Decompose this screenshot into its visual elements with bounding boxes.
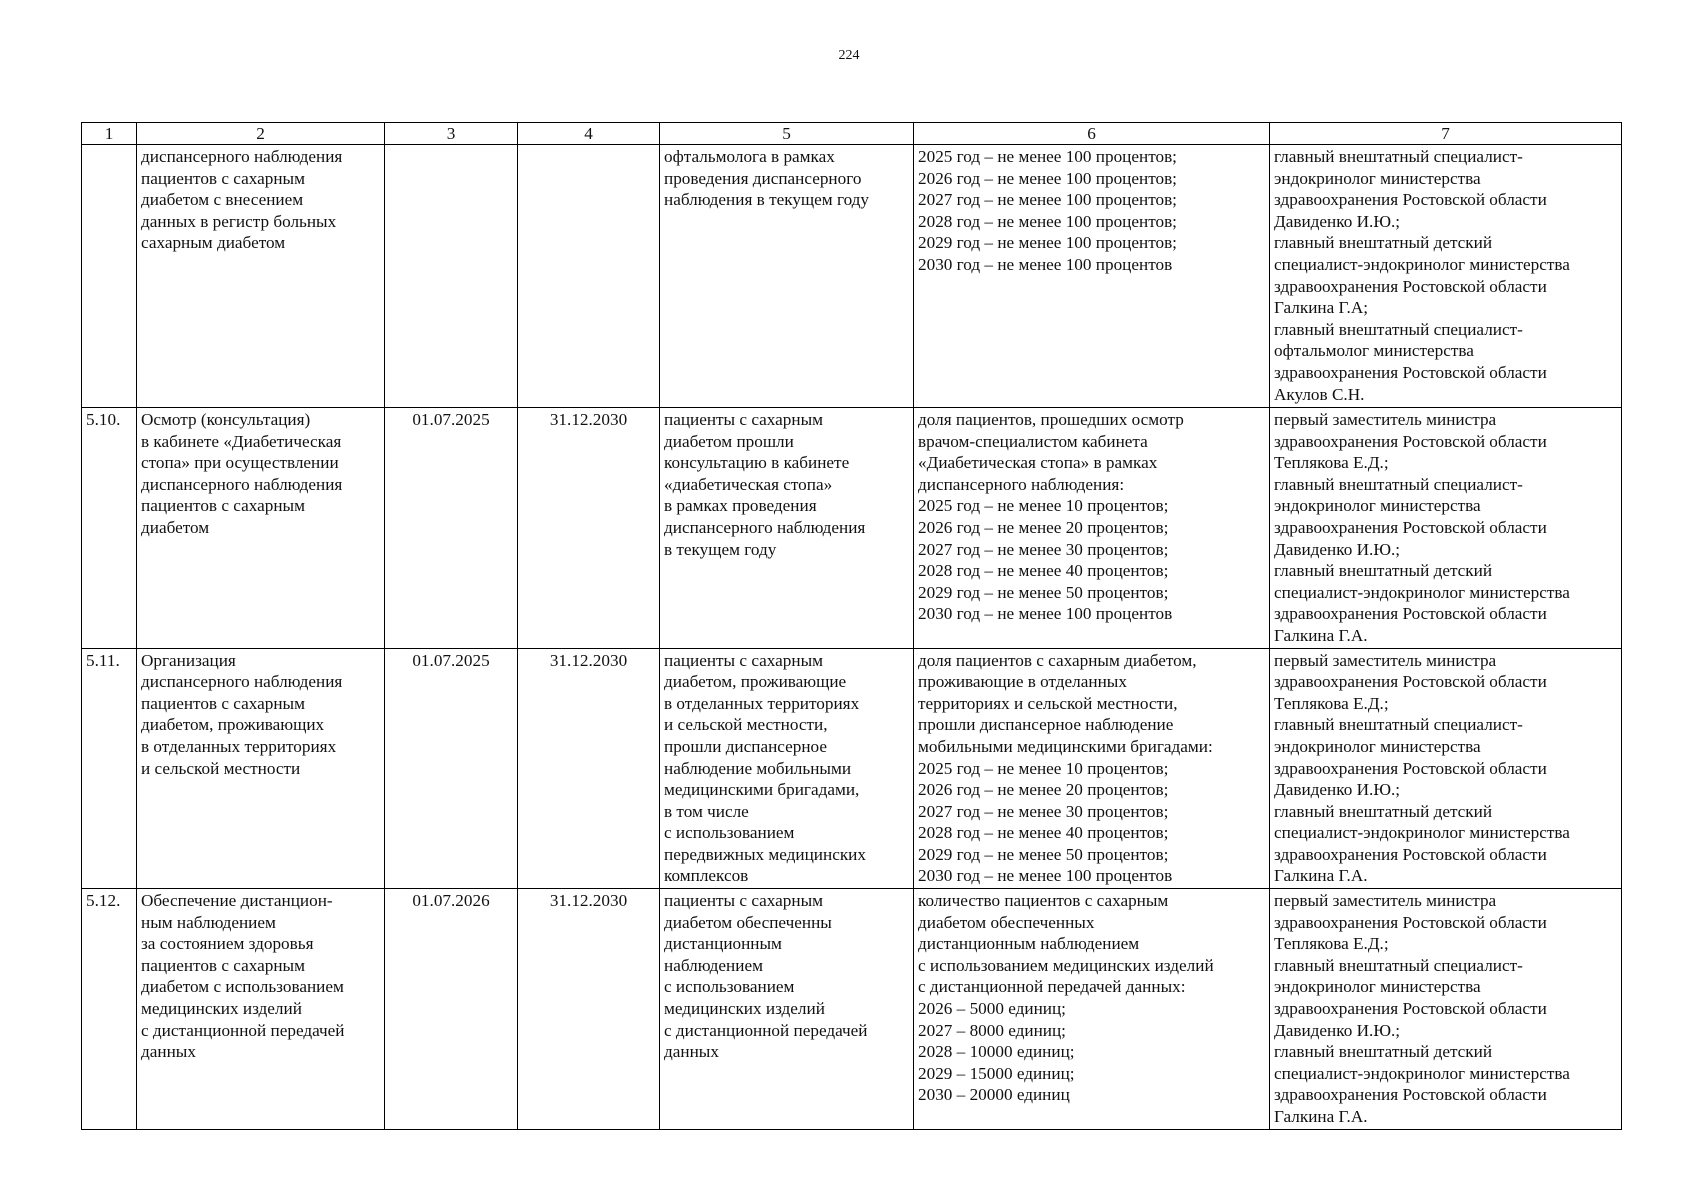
event-name-line: диспансерного наблюдения [141,474,343,494]
responsible-persons-line: специалист-эндокринолог министерства [1274,823,1570,843]
indicator-line: доля пациентов, прошедших осмотр [918,410,1184,429]
expected-result-line: в текущем году [664,539,777,559]
indicator-line: 2028 – 10000 единиц; [918,1042,1075,1062]
event-name-line: Обеспечение дистанцион- [141,891,333,911]
event-name-line: в отделанных территориях [141,736,337,756]
responsible-persons-line: здравоохранения Ростовской области [1274,844,1547,864]
expected-result-line: диабетом, проживающие [664,672,847,692]
responsible-persons-line: Давиденко И.Ю.; [1274,211,1401,231]
event-name-line: диабетом, проживающих [141,715,325,735]
indicator-line: 2027 – 8000 единиц; [918,1020,1066,1040]
event-name-line: пациентов с сахарным [141,496,305,516]
column-header: 6 [914,123,1270,145]
expected-result-line: медицинскими бригадами, [664,780,860,800]
event-name-line: за состоянием здоровья [141,934,314,954]
event-name-line: пациентов с сахарным [141,168,305,188]
indicator-line: 2026 – 5000 единиц; [918,999,1066,1019]
responsible-persons-line: первый заместитель министра [1274,891,1497,911]
responsible-persons-line: эндокринолог министерства [1274,736,1481,756]
responsible-persons [1270,145,1622,408]
responsible-persons-line: специалист-эндокринолог министерства [1274,254,1570,274]
column-header: 2 [137,123,385,145]
indicator-line: диабетом обеспеченных [918,912,1095,932]
item-number: 5.12. [82,889,137,1130]
event-name-line: с дистанционной передачей [141,1020,345,1040]
item-number: 5.11. [82,648,137,889]
event-name-line: в кабинете «Диабетическая [141,431,342,451]
responsible-persons-line: эндокринолог министерства [1274,168,1481,188]
responsible-persons-line: здравоохранения Ростовской области [1274,758,1547,778]
expected-result-line: офтальмолога в рамках [664,147,835,166]
event-name-line: и сельской местности [141,758,301,778]
table-row [82,648,1622,889]
event-name-line: стопа» при осуществлении [141,453,339,473]
start-date [385,145,518,408]
event-name-line: пациентов с сахарным [141,693,305,713]
event-name-line: данных в регистр больных [141,211,337,231]
expected-result-line: с дистанционной передачей [664,1020,868,1040]
end-date: 31.12.2030 [518,408,660,649]
responsible-persons-line: здравоохранения Ростовской области [1274,517,1547,537]
expected-result [660,889,914,1130]
responsible-persons-line: Теплякова Е.Д.; [1274,693,1389,713]
expected-result-line: в том числе [664,801,749,821]
indicator-line: 2026 год – не менее 20 процентов; [918,780,1169,800]
responsible-persons-line: здравоохранения Ростовской области [1274,276,1547,296]
event-name-line: Осмотр (консультация) [141,410,311,429]
responsible-persons-line: Галкина Г.А. [1274,1107,1368,1126]
event-name [137,145,385,408]
indicator-line: 2029 год – не менее 50 процентов; [918,844,1169,864]
column-header: 4 [518,123,660,145]
responsible-persons-line: главный внештатный детский [1274,561,1493,581]
item-number: 5.10. [82,408,137,649]
expected-result-line: диабетом прошли [664,431,794,451]
responsible-persons-line: эндокринолог министерства [1274,496,1481,516]
responsible-persons-line: здравоохранения Ростовской области [1274,1085,1547,1105]
event-name-line: сахарным диабетом [141,233,286,253]
indicator-line: доля пациентов с сахарным диабетом, [918,650,1197,670]
indicator-line: мобильными медицинскими бригадами: [918,736,1213,756]
responsible-persons [1270,889,1622,1130]
responsible-persons-line: Акулов С.Н. [1274,384,1365,404]
table-row [82,145,1622,408]
indicator-line: 2030 год – не менее 100 процентов [918,604,1173,624]
indicator-line: врачом-специалистом кабинета [918,431,1148,451]
responsible-persons-line: главный внештатный детский [1274,233,1493,253]
responsible-persons-line: Теплякова Е.Д.; [1274,934,1389,954]
responsible-persons-line: эндокринолог министерства [1274,977,1481,997]
indicator-line: 2026 год – не менее 20 процентов; [918,517,1169,537]
expected-result [660,408,914,649]
responsible-persons [1270,408,1622,649]
indicator-line: 2028 год – не менее 40 процентов; [918,823,1169,843]
expected-result [660,648,914,889]
responsible-persons [1270,648,1622,889]
indicator [914,648,1270,889]
event-name-line: ным наблюдением [141,912,276,932]
responsible-persons-line: здравоохранения Ростовской области [1274,912,1547,932]
indicator-line: дистанционным наблюдением [918,934,1140,954]
event-name-line: диабетом с внесением [141,190,304,210]
event-name [137,408,385,649]
responsible-persons-line: здравоохранения Ростовской области [1274,362,1547,382]
responsible-persons-line: главный внештатный специалист- [1274,955,1523,975]
end-date [518,145,660,408]
expected-result-line: пациенты с сахарным [664,650,824,670]
indicator-line: 2028 год – не менее 100 процентов; [918,211,1177,231]
event-name-line: диспансерного наблюдения [141,147,343,166]
expected-result-line: в рамках проведения [664,496,817,516]
expected-result-line: в отделанных территориях [664,693,860,713]
column-header: 5 [660,123,914,145]
expected-result-line: с использованием [664,823,795,843]
responsible-persons-line: здравоохранения Ростовской области [1274,431,1547,451]
responsible-persons-line: здравоохранения Ростовской области [1274,604,1547,624]
responsible-persons-line: Галкина Г.А; [1274,298,1369,318]
event-name-line: диабетом [141,517,210,537]
indicator-line: 2025 год – не менее 100 процентов; [918,147,1177,166]
indicator [914,145,1270,408]
responsible-persons-line: специалист-эндокринолог министерства [1274,582,1570,602]
expected-result-line: комплексов [664,866,749,886]
indicator-line: 2030 – 20000 единиц [918,1085,1070,1105]
responsible-persons-line: Давиденко И.Ю.; [1274,780,1401,800]
responsible-persons-line: первый заместитель министра [1274,410,1497,429]
expected-result-line: с использованием [664,977,795,997]
start-date: 01.07.2025 [385,408,518,649]
indicator-line: диспансерного наблюдения: [918,474,1125,494]
responsible-persons-line: главный внештатный детский [1274,1042,1493,1062]
responsible-persons-line: здравоохранения Ростовской области [1274,672,1547,692]
expected-result-line: пациенты с сахарным [664,410,824,429]
responsible-persons-line: главный внештатный специалист- [1274,474,1523,494]
indicator-line: 2029 – 15000 единиц; [918,1063,1075,1083]
indicator [914,889,1270,1130]
event-name [137,648,385,889]
expected-result-line: наблюдение мобильными [664,758,852,778]
indicator-line: проживающие в отделанных [918,672,1127,692]
responsible-persons-line: здравоохранения Ростовской области [1274,190,1547,210]
expected-result-line: наблюдением [664,955,763,975]
page-number: 224 [838,48,860,63]
expected-result-line: дистанционным [664,934,782,954]
plan-table [81,122,1622,1130]
responsible-persons-line: здравоохранения Ростовской области [1274,999,1547,1019]
indicator-line: 2029 год – не менее 50 процентов; [918,582,1169,602]
event-name-line: пациентов с сахарным [141,955,305,975]
expected-result-line: консультацию в кабинете [664,453,850,473]
column-header: 3 [385,123,518,145]
indicator-line: 2028 год – не менее 40 процентов; [918,561,1169,581]
expected-result-line: и сельской местности, [664,715,828,735]
table-row [82,408,1622,649]
indicator-line: 2029 год – не менее 100 процентов; [918,233,1177,253]
indicator-line: 2030 год – не менее 100 процентов [918,866,1173,886]
column-header: 7 [1270,123,1622,145]
indicator-line: территориях и сельской местности, [918,693,1178,713]
indicator-line: 2030 год – не менее 100 процентов [918,254,1173,274]
expected-result-line: передвижных медицинских [664,844,866,864]
start-date: 01.07.2025 [385,648,518,889]
start-date: 01.07.2026 [385,889,518,1130]
responsible-persons-line: главный внештатный специалист- [1274,715,1523,735]
expected-result-line: медицинских изделий [664,999,825,1019]
responsible-persons-line: первый заместитель министра [1274,650,1497,670]
indicator-line: количество пациентов с сахарным [918,891,1169,911]
column-header: 1 [82,123,137,145]
responsible-persons-line: главный внештатный специалист- [1274,147,1523,166]
expected-result-line: прошли диспансерное [664,736,827,756]
indicator-line: 2027 год – не менее 100 процентов; [918,190,1177,210]
responsible-persons-line: главный внештатный специалист- [1274,319,1523,339]
column-number-row [82,123,1622,145]
responsible-persons-line: Теплякова Е.Д.; [1274,453,1389,473]
responsible-persons-line: Давиденко И.Ю.; [1274,1020,1401,1040]
indicator-line: «Диабетическая стопа» в рамках [918,453,1158,473]
indicator [914,408,1270,649]
expected-result-line: диабетом обеспеченны [664,912,832,932]
end-date: 31.12.2030 [518,648,660,889]
indicator-line: прошли диспансерное наблюдение [918,715,1174,735]
expected-result-line: проведения диспансерного [664,168,862,188]
event-name-line: медицинских изделий [141,999,302,1019]
expected-result-line: наблюдения в текущем году [664,190,870,210]
event-name [137,889,385,1130]
responsible-persons-line: Давиденко И.Ю.; [1274,539,1401,559]
indicator-line: с использованием медицинских изделий [918,955,1214,975]
event-name-line: диабетом с использованием [141,977,344,997]
responsible-persons-line: специалист-эндокринолог министерства [1274,1063,1570,1083]
table-body [82,145,1622,1130]
expected-result [660,145,914,408]
indicator-line: 2025 год – не менее 10 процентов; [918,496,1169,516]
indicator-line: 2025 год – не менее 10 процентов; [918,758,1169,778]
responsible-persons-line: офтальмолог министерства [1274,341,1474,361]
indicator-line: 2026 год – не менее 100 процентов; [918,168,1177,188]
expected-result-line: пациенты с сахарным [664,891,824,911]
event-name-line: Организация [141,650,236,670]
indicator-line: 2027 год – не менее 30 процентов; [918,539,1169,559]
indicator-line: 2027 год – не менее 30 процентов; [918,801,1169,821]
indicator-line: с дистанционной передачей данных: [918,977,1186,997]
end-date: 31.12.2030 [518,889,660,1130]
expected-result-line: «диабетическая стопа» [664,474,833,494]
item-number [82,145,137,408]
expected-result-line: данных [664,1042,719,1062]
expected-result-line: диспансерного наблюдения [664,517,866,537]
event-name-line: диспансерного наблюдения [141,672,343,692]
responsible-persons-line: главный внештатный детский [1274,801,1493,821]
responsible-persons-line: Галкина Г.А. [1274,625,1368,645]
responsible-persons-line: Галкина Г.А. [1274,866,1368,886]
event-name-line: данных [141,1042,196,1062]
table-row [82,889,1622,1130]
